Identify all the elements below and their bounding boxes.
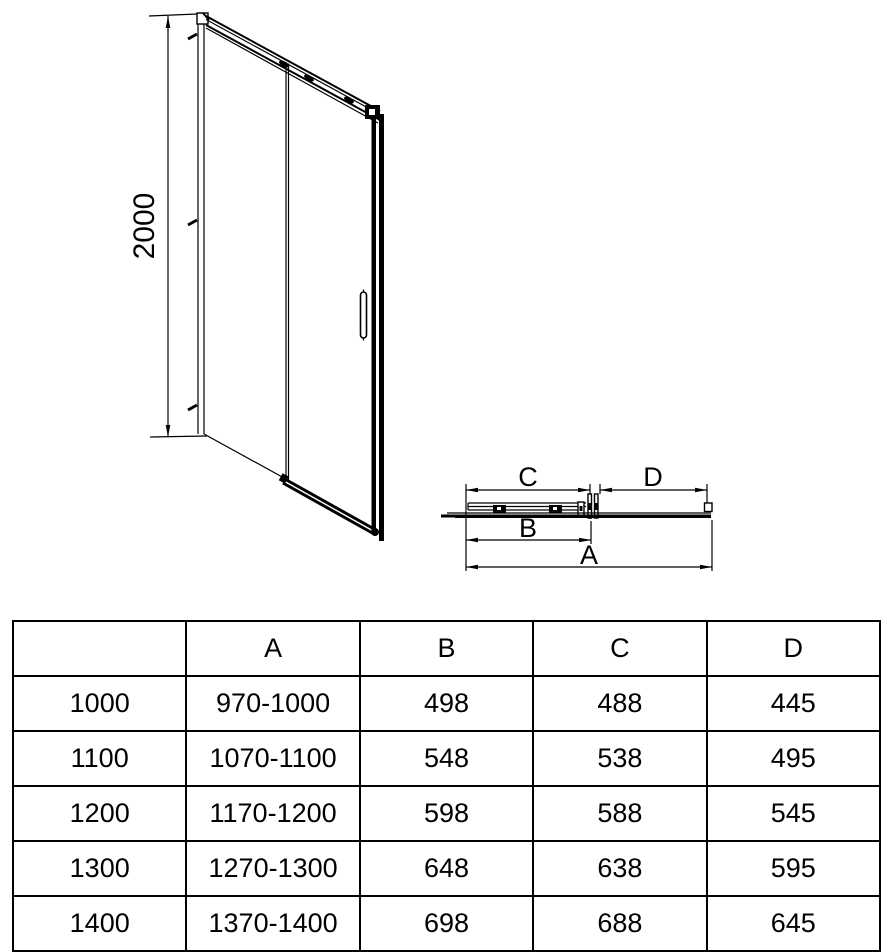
height-dimension <box>128 14 207 437</box>
table-cell: 598 <box>360 786 533 841</box>
table-cell: 1000 <box>13 676 186 731</box>
arrow-left-icon <box>466 538 478 543</box>
dimension-c <box>466 462 590 492</box>
table-cell: 498 <box>360 676 533 731</box>
arrow-left-icon <box>466 488 478 493</box>
table-row <box>13 676 880 731</box>
door-frame-right <box>372 114 385 541</box>
front-view-drawing <box>128 13 384 541</box>
dim-label-b: B <box>518 513 538 543</box>
wall-profile-left <box>188 13 209 434</box>
table-header-cell: A <box>186 621 359 676</box>
wall-bracket-icon <box>188 34 197 39</box>
table-header-row <box>13 621 880 676</box>
fixed-panel-track <box>455 515 711 519</box>
table-cell: 445 <box>707 676 880 731</box>
dimension-table <box>12 620 881 952</box>
table-header-cell <box>13 621 186 676</box>
table-cell: 1070-1100 <box>186 731 359 786</box>
table-row <box>13 841 880 896</box>
table-cell: 698 <box>360 896 533 951</box>
table-cell: 1370-1400 <box>186 896 359 951</box>
table-cell: 538 <box>533 731 706 786</box>
door-handle <box>361 290 367 341</box>
door-cross-section <box>441 494 712 518</box>
table-cell: 688 <box>533 896 706 951</box>
table-row <box>13 731 880 786</box>
table-cell: 1300 <box>13 841 186 896</box>
top-rail <box>206 16 380 123</box>
table-row <box>13 896 880 951</box>
table-cell: 595 <box>707 841 880 896</box>
table-cell: 970-1000 <box>186 676 359 731</box>
dim-label-d: D <box>643 462 663 492</box>
arrow-right-icon <box>695 488 707 493</box>
table-header-cell: B <box>360 621 533 676</box>
table-cell: 1400 <box>13 896 186 951</box>
table-cell: 1100 <box>13 731 186 786</box>
height-dimension-label: 2000 <box>128 192 161 260</box>
table-cell: 648 <box>360 841 533 896</box>
dim-label-a: A <box>579 540 599 570</box>
wall-bracket-icon <box>188 220 197 225</box>
table-header-cell: C <box>533 621 706 676</box>
arrow-right-icon <box>700 565 712 570</box>
arrow-left-icon <box>466 565 478 570</box>
door-panel-divider <box>286 62 289 480</box>
table-cell: 1270-1300 <box>186 841 359 896</box>
rail-end-cap <box>371 528 379 536</box>
dim-label-c: C <box>518 462 538 492</box>
table-cell: 548 <box>360 731 533 786</box>
table-cell: 1200 <box>13 786 186 841</box>
table-cell: 588 <box>533 786 706 841</box>
plan-view-drawing <box>441 462 712 571</box>
table-cell: 495 <box>707 731 880 786</box>
arrow-down-icon <box>166 425 171 437</box>
arrow-left-icon <box>600 488 612 493</box>
wall-bracket-icon <box>188 405 197 410</box>
track-end-cap <box>705 503 713 512</box>
arrow-up-icon <box>166 16 171 28</box>
bottom-rail <box>204 434 379 536</box>
table-cell: 638 <box>533 841 706 896</box>
table-cell: 488 <box>533 676 706 731</box>
dimension-d <box>600 462 707 492</box>
table-cell: 1170-1200 <box>186 786 359 841</box>
table-header-cell: D <box>707 621 880 676</box>
arrow-right-icon <box>578 488 590 493</box>
table-cell: 545 <box>707 786 880 841</box>
table-row <box>13 786 880 841</box>
dimension-a <box>466 540 712 570</box>
table-cell: 645 <box>707 896 880 951</box>
